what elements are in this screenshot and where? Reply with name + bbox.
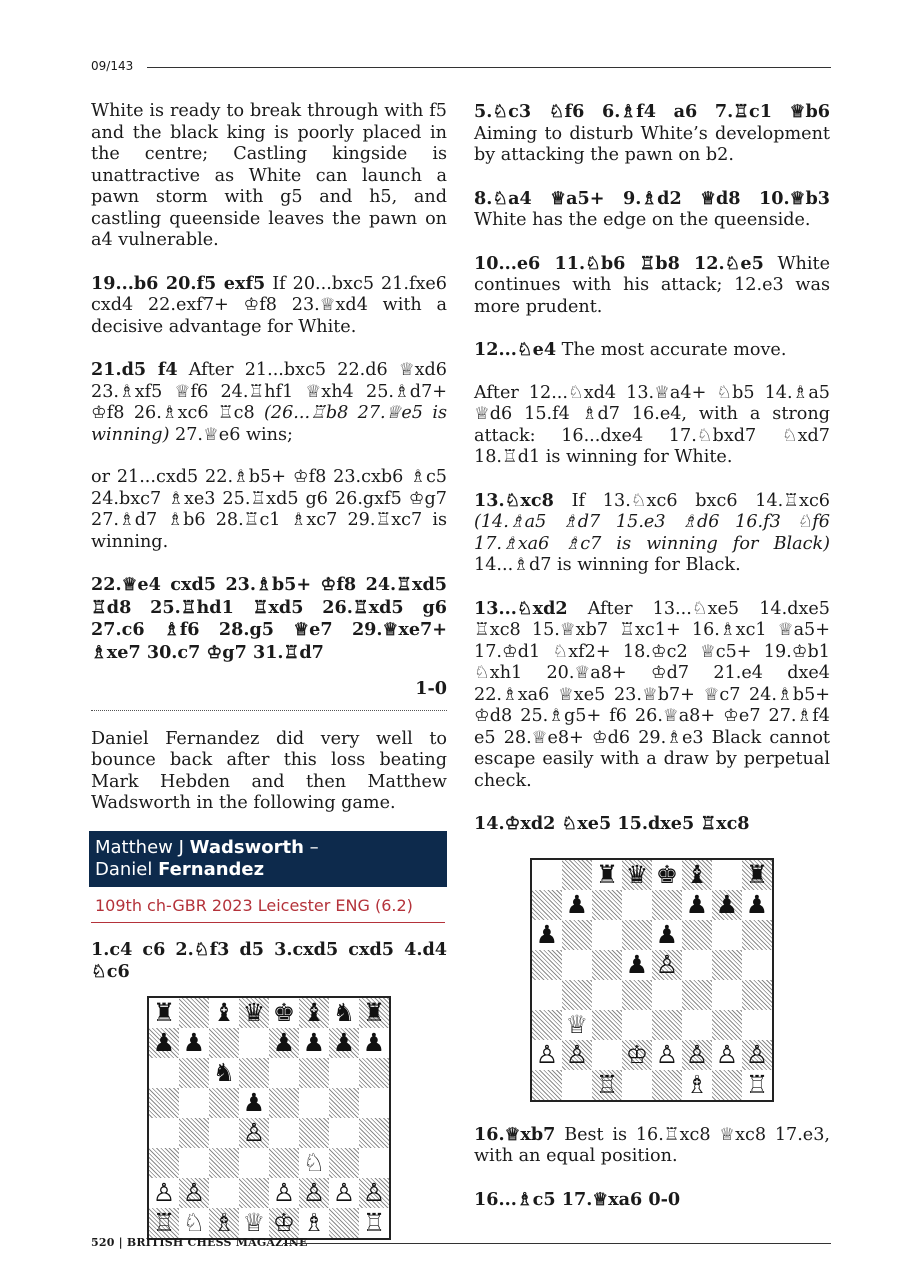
paragraph: 13...♘xd2 After 13...♘xe5 14.dxe5 ♖xc8 15.♕xb7 ♖xc1+ 16.♗xc1 ♕a5+ 17.♔d1 ♘xf2+ 18.♔c2 ♕c5+ 19.♔b1 ♘xh1 20.♕a8+ ♔d7 21.e4 dxe4 22.♗xa6 ♕xe5 23.♕b7+ ♕c7 24.♗b5+ ♔d8 25.♗g5+ f6 26.♕a8+ ♔e7 27.♗f4 e5 28.♕e8+ ♔d6 29.♗e3 Black cannot escape easily with a draw by perpetual check. — [474, 597, 830, 791]
black-pawn-icon: ♟ — [685, 890, 709, 919]
square-c1 — [592, 1070, 622, 1100]
white-pawn-icon: ♙ — [685, 1040, 709, 1069]
square-d3 — [239, 1148, 269, 1178]
square-g1 — [329, 1208, 359, 1238]
black-bishop-icon: ♝ — [212, 998, 236, 1027]
white-queen-icon: ♕ — [242, 1208, 266, 1237]
black-pawn-icon: ♟ — [362, 1028, 386, 1057]
square-d6 — [622, 920, 652, 950]
square-d1 — [239, 1208, 269, 1238]
square-g8 — [329, 998, 359, 1028]
page-number: 09/143 — [91, 59, 134, 73]
square-a2 — [532, 1040, 562, 1070]
paragraph: 8.♘a4 ♕a5+ 9.♗d2 ♕d8 10.♕b3 White has the edge on the queenside. — [474, 187, 830, 230]
square-c1 — [209, 1208, 239, 1238]
square-a3 — [149, 1148, 179, 1178]
square-a7 — [149, 1028, 179, 1058]
black-king-icon: ♚ — [272, 998, 296, 1027]
game-header: Matthew J Wadsworth – Daniel Fernandez — [89, 831, 447, 887]
square-h4 — [359, 1118, 389, 1148]
square-f8 — [299, 998, 329, 1028]
square-a6 — [532, 920, 562, 950]
square-f4 — [682, 980, 712, 1010]
square-e1 — [652, 1070, 682, 1100]
square-e6 — [652, 920, 682, 950]
black-pawn-icon: ♟ — [332, 1028, 356, 1057]
square-d5 — [239, 1088, 269, 1118]
square-h5 — [742, 950, 772, 980]
square-d4 — [239, 1118, 269, 1148]
black-pawn-icon: ♟ — [302, 1028, 326, 1057]
square-c5 — [592, 950, 622, 980]
square-a6 — [149, 1058, 179, 1088]
square-a4 — [532, 980, 562, 1010]
square-b8 — [179, 998, 209, 1028]
square-g3 — [712, 1010, 742, 1040]
footer-rule — [283, 1243, 831, 1244]
black-pawn-icon: ♟ — [655, 920, 679, 949]
paragraph: 21.d5 f4 After 21...bxc5 22.d6 ♕xd6 23.♗xf5 ♕f6 24.♖hf1 ♕xh4 25.♗d7+ ♔f8 26.♗xc6 ♖c8 (26...♖b8 27.♕e5 is winning) 27.♕e6 wins; — [91, 359, 447, 445]
page-footer — [91, 1236, 831, 1250]
square-b2 — [179, 1178, 209, 1208]
square-h2 — [359, 1178, 389, 1208]
white-pawn-icon: ♙ — [745, 1040, 769, 1069]
paragraph: 14.♔xd2 ♘xe5 15.dxe5 ♖xc8 — [474, 813, 750, 834]
square-b6 — [562, 920, 592, 950]
white-king-icon: ♔ — [272, 1208, 296, 1237]
square-e8 — [269, 998, 299, 1028]
square-e8 — [652, 860, 682, 890]
square-e2 — [269, 1178, 299, 1208]
white-bishop-icon: ♗ — [685, 1070, 709, 1099]
square-g6 — [329, 1058, 359, 1088]
square-e5 — [652, 950, 682, 980]
square-h2 — [742, 1040, 772, 1070]
square-h7 — [359, 1028, 389, 1058]
square-h6 — [359, 1058, 389, 1088]
right-column — [474, 101, 830, 1232]
square-e7 — [652, 890, 682, 920]
square-f5 — [299, 1088, 329, 1118]
footer-text: 520 | BRITISH CHESS MAGAZINE — [91, 1236, 308, 1249]
header-rule — [147, 67, 831, 68]
white-pawn-icon: ♙ — [182, 1178, 206, 1207]
square-h8 — [359, 998, 389, 1028]
white-rook-icon: ♖ — [745, 1070, 769, 1099]
square-e4 — [652, 980, 682, 1010]
square-b7 — [179, 1028, 209, 1058]
game-result: 1-0 — [415, 678, 447, 699]
square-g1 — [712, 1070, 742, 1100]
square-g2 — [329, 1178, 359, 1208]
square-e1 — [269, 1208, 299, 1238]
white-pawn-icon: ♙ — [655, 1040, 679, 1069]
paragraph: 22.♕e4 cxd5 23.♗b5+ ♔f8 24.♖xd5 ♖d8 25.♖hd1 ♖xd5 26.♖xd5 g6 27.c6 ♗f6 28.g5 ♕e7 29.♕xe7+ ♗xe7 30.c7 ♔g7 31.♖d7 — [91, 574, 447, 663]
square-g8 — [712, 860, 742, 890]
square-e3 — [269, 1148, 299, 1178]
square-b5 — [562, 950, 592, 980]
square-a4 — [149, 1118, 179, 1148]
black-pawn-icon: ♟ — [715, 890, 739, 919]
paragraph: 5.♘c3 ♘f6 6.♗f4 a6 7.♖c1 ♕b6 Aiming to disturb White’s development by attacking the pawn on b2. — [474, 101, 830, 165]
black-king-icon: ♚ — [655, 860, 679, 889]
black-pawn-icon: ♟ — [182, 1028, 206, 1057]
square-g5 — [712, 950, 742, 980]
square-f6 — [299, 1058, 329, 1088]
white-bishop-icon: ♗ — [212, 1208, 236, 1237]
square-d8 — [239, 998, 269, 1028]
black-knight-icon: ♞ — [212, 1058, 236, 1087]
square-b3 — [562, 1010, 592, 1040]
square-a5 — [532, 950, 562, 980]
paragraph: or 21...cxd5 22.♗b5+ ♔f8 23.cxb6 ♗c5 24.bxc7 ♗xe3 25.♖xd5 g6 26.gxf5 ♔g7 27.♗d7 ♗b6 28.♖c1 ♗xc7 29.♖xc7 is winning. — [91, 467, 447, 552]
black-queen-icon: ♛ — [625, 860, 649, 889]
white-bishop-icon: ♗ — [302, 1208, 326, 1237]
square-b7 — [562, 890, 592, 920]
square-c2 — [592, 1040, 622, 1070]
square-c3 — [209, 1148, 239, 1178]
square-e6 — [269, 1058, 299, 1088]
paragraph: 12...♘e4 The most accurate move. — [474, 339, 787, 360]
black-rook-icon: ♜ — [152, 998, 176, 1027]
square-a5 — [149, 1088, 179, 1118]
square-c4 — [209, 1118, 239, 1148]
square-b1 — [562, 1070, 592, 1100]
square-g5 — [329, 1088, 359, 1118]
black-pawn-icon: ♟ — [565, 890, 589, 919]
square-f2 — [299, 1178, 329, 1208]
white-queen-icon: ♕ — [565, 1010, 589, 1039]
white-knight-icon: ♘ — [302, 1148, 326, 1177]
paragraph: 16...♗c5 17.♕xa6 0-0 — [474, 1188, 681, 1210]
white-pawn-icon: ♙ — [242, 1118, 266, 1147]
square-d3 — [622, 1010, 652, 1040]
square-b6 — [179, 1058, 209, 1088]
square-c6 — [592, 920, 622, 950]
square-b8 — [562, 860, 592, 890]
square-d2 — [622, 1040, 652, 1070]
square-f2 — [682, 1040, 712, 1070]
white-knight-icon: ♘ — [182, 1208, 206, 1237]
square-e4 — [269, 1118, 299, 1148]
square-e7 — [269, 1028, 299, 1058]
square-a8 — [149, 998, 179, 1028]
square-g3 — [329, 1148, 359, 1178]
white-king-icon: ♔ — [625, 1040, 649, 1069]
square-c7 — [209, 1028, 239, 1058]
square-d7 — [622, 890, 652, 920]
square-a8 — [532, 860, 562, 890]
page-header — [91, 59, 831, 75]
square-g7 — [712, 890, 742, 920]
white-pawn-icon: ♙ — [152, 1178, 176, 1207]
white-rook-icon: ♖ — [595, 1070, 619, 1099]
square-c7 — [592, 890, 622, 920]
black-pawn-icon: ♟ — [242, 1088, 266, 1117]
square-e2 — [652, 1040, 682, 1070]
square-d2 — [239, 1178, 269, 1208]
white-pawn-icon: ♙ — [302, 1178, 326, 1207]
square-d7 — [239, 1028, 269, 1058]
square-h1 — [359, 1208, 389, 1238]
square-d5 — [622, 950, 652, 980]
black-pawn-icon: ♟ — [745, 890, 769, 919]
square-a1 — [149, 1208, 179, 1238]
paragraph: 19...b6 20.f5 exf5 If 20...bxc5 21.fxe6 cxd4 22.exf7+ ♔f8 23.♕xd4 with a decisive advantage for White. — [91, 272, 447, 337]
black-pawn-icon: ♟ — [272, 1028, 296, 1057]
white-pawn-icon: ♙ — [362, 1178, 386, 1207]
chess-board-2 — [530, 858, 774, 1102]
square-h6 — [742, 920, 772, 950]
paragraph: 13.♘xc8 If 13.♘xc6 bxc6 14.♖xc6 (14.♗a5 ♗d7 15.e3 ♗d6 16.f3 ♘f6 17.♗xa6 ♗c7 is winning for Black) 14...♗d7 is winning for Black. — [474, 489, 830, 575]
left-column — [91, 101, 447, 1240]
square-g2 — [712, 1040, 742, 1070]
square-a2 — [149, 1178, 179, 1208]
black-bishop-icon: ♝ — [685, 860, 709, 889]
black-pawn-icon: ♟ — [625, 950, 649, 979]
paragraph: 10...e6 11.♘b6 ♖b8 12.♘e5 White continues with his attack; 12.e3 was more prudent. — [474, 252, 830, 317]
square-a3 — [532, 1010, 562, 1040]
square-f7 — [299, 1028, 329, 1058]
square-c3 — [592, 1010, 622, 1040]
paragraph: After 12...♘xd4 13.♕a4+ ♘b5 14.♗a5 ♕d6 15.f4 ♗d7 16.e4, with a strong attack: 16...dxe4 17.♘bxd7 ♘xd7 18.♖d1 is winning for White. — [474, 382, 830, 467]
square-f7 — [682, 890, 712, 920]
square-b4 — [179, 1118, 209, 1148]
square-h3 — [359, 1148, 389, 1178]
section-separator — [91, 710, 447, 711]
square-b3 — [179, 1148, 209, 1178]
square-b1 — [179, 1208, 209, 1238]
square-d1 — [622, 1070, 652, 1100]
event-line: 109th ch-GBR 2023 Leicester ENG (6.2) — [91, 895, 445, 923]
square-e5 — [269, 1088, 299, 1118]
square-f3 — [682, 1010, 712, 1040]
square-f8 — [682, 860, 712, 890]
black-knight-icon: ♞ — [332, 998, 356, 1027]
square-h1 — [742, 1070, 772, 1100]
white-pawn-icon: ♙ — [535, 1040, 559, 1069]
square-c4 — [592, 980, 622, 1010]
square-b2 — [562, 1040, 592, 1070]
square-a1 — [532, 1070, 562, 1100]
paragraph: White is ready to break through with f5 and the black king is poorly placed in the centre; Castling kingside is unattractive as White can launch a pawn storm with g5 and h5, and castling queenside leaves the pawn on a4 vulnerable. — [91, 101, 447, 250]
square-h4 — [742, 980, 772, 1010]
paragraph: 16.♕xb7 Best is 16.♖xc8 ♕xc8 17.e3, with an equal position. — [474, 1123, 830, 1166]
square-d4 — [622, 980, 652, 1010]
square-g7 — [329, 1028, 359, 1058]
black-rook-icon: ♜ — [362, 998, 386, 1027]
chess-board-1 — [147, 996, 391, 1240]
paragraph: 1.c4 c6 2.♘f3 d5 3.cxd5 cxd5 4.d4 ♘c6 — [91, 938, 447, 982]
square-h3 — [742, 1010, 772, 1040]
white-pawn-icon: ♙ — [715, 1040, 739, 1069]
square-g6 — [712, 920, 742, 950]
square-b4 — [562, 980, 592, 1010]
white-rook-icon: ♖ — [362, 1208, 386, 1237]
white-pawn-icon: ♙ — [655, 950, 679, 979]
square-d8 — [622, 860, 652, 890]
square-a7 — [532, 890, 562, 920]
square-h7 — [742, 890, 772, 920]
square-e3 — [652, 1010, 682, 1040]
square-f6 — [682, 920, 712, 950]
white-rook-icon: ♖ — [152, 1208, 176, 1237]
black-pawn-icon: ♟ — [152, 1028, 176, 1057]
square-h5 — [359, 1088, 389, 1118]
square-f4 — [299, 1118, 329, 1148]
square-f3 — [299, 1148, 329, 1178]
square-b5 — [179, 1088, 209, 1118]
square-d6 — [239, 1058, 269, 1088]
square-c5 — [209, 1088, 239, 1118]
white-pawn-icon: ♙ — [272, 1178, 296, 1207]
square-h8 — [742, 860, 772, 890]
square-c8 — [209, 998, 239, 1028]
black-pawn-icon: ♟ — [535, 920, 559, 949]
square-c6 — [209, 1058, 239, 1088]
black-rook-icon: ♜ — [745, 860, 769, 889]
paragraph: Daniel Fernandez did very well to bounce back after this loss beating Mark Hebden and then Matthew Wadsworth in the following game. — [91, 728, 447, 813]
black-rook-icon: ♜ — [595, 860, 619, 889]
black-queen-icon: ♛ — [242, 998, 266, 1027]
white-pawn-icon: ♙ — [332, 1178, 356, 1207]
square-c8 — [592, 860, 622, 890]
black-bishop-icon: ♝ — [302, 998, 326, 1027]
square-c2 — [209, 1178, 239, 1208]
white-pawn-icon: ♙ — [565, 1040, 589, 1069]
square-g4 — [329, 1118, 359, 1148]
square-g4 — [712, 980, 742, 1010]
square-f1 — [299, 1208, 329, 1238]
square-f1 — [682, 1070, 712, 1100]
square-f5 — [682, 950, 712, 980]
